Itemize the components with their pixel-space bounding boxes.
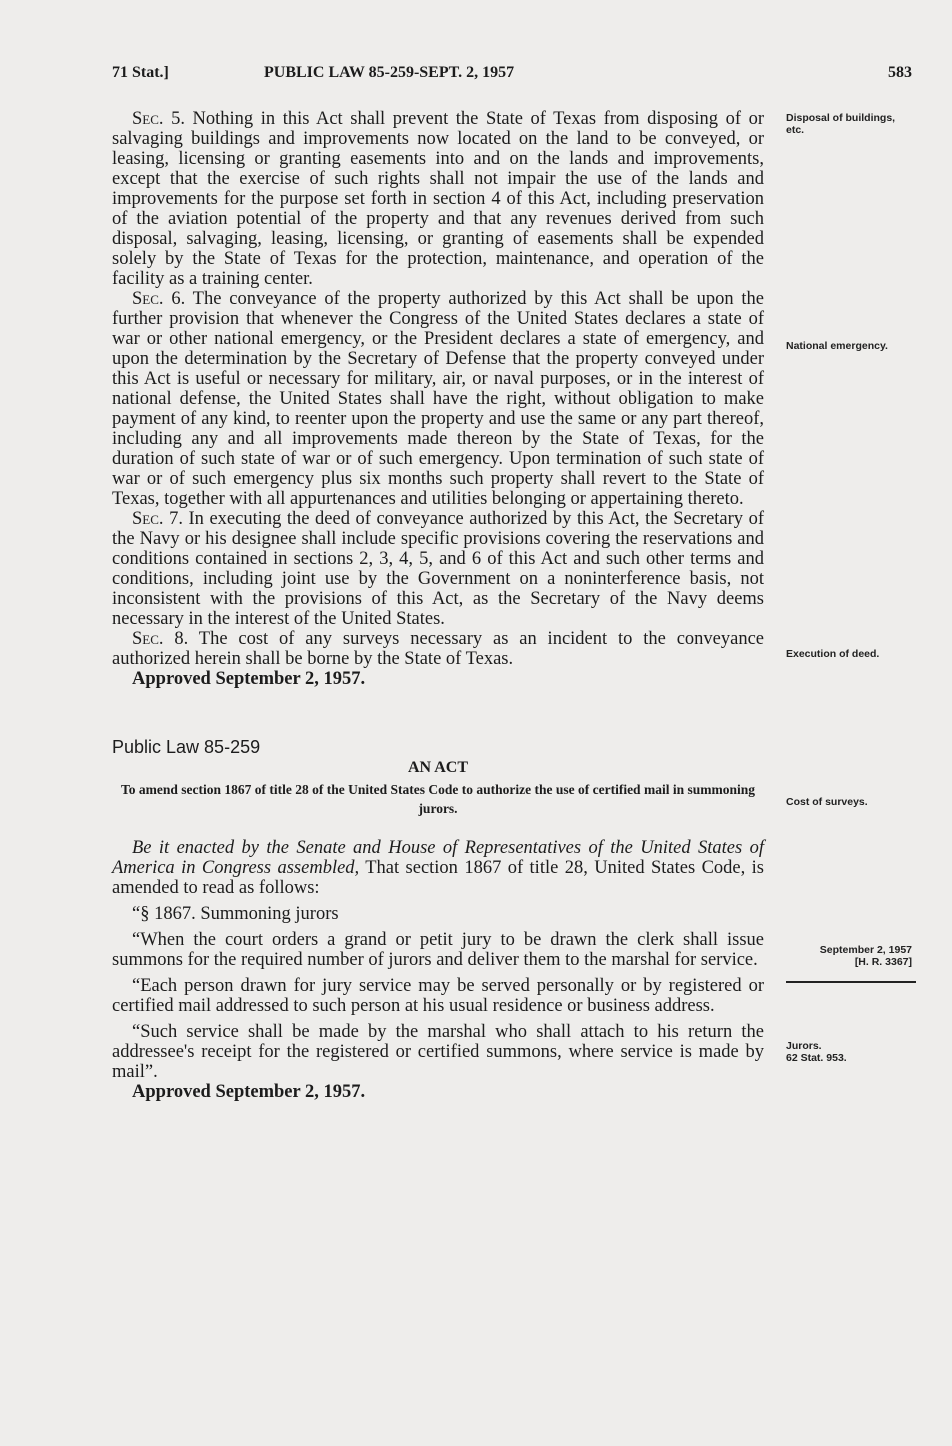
margin-note-jurors [786,1040,916,1064]
section-7 [112,509,764,629]
section-label: Sec. 7. [132,509,183,529]
page-number: 583 [888,64,912,81]
approval-date: September 2, 1957 [819,944,912,956]
quoted-paragraph-1: “When the court orders a grand or petit jury to be drawn the clerk shall issue summons for the required number of jurors and deliver them to the marshal for service. [112,930,764,970]
margin-note-execution-of-deed: Execution of deed. [786,648,880,660]
margin-rule [786,981,916,983]
section-label: Sec. 8. [132,629,189,649]
enacting-clause-italic: Be it enacted by the Senate and House of Representatives of the United States of America in Congress assembled, [112,838,764,878]
quoted-paragraph-2: “Each person drawn for jury service may be served personally or by registered or certified mail addressed to such person at his usual residence or business address. [112,976,764,1016]
running-title: PUBLIC LAW 85-259-SEPT. 2, 1957 [264,64,515,81]
section-6 [112,289,764,509]
statute-volume: 71 Stat.] [112,64,169,81]
section-text: The conveyance of the property authorized by this Act shall be upon the further provision that whenever the Congress of the United States declares a state of war or other national emergency, or the President declares a state of emergency, and upon the determination by the Secretary of Defense that the property conveyed under this Act is useful or necessary for military, air, or naval purposes, or in the interest of national defense, the United States shall have the right, without obligation to make payment of any kind, to reenter upon the property and use the same or any part thereof, including any and all improvements made thereon by the State of Texas, for the duration of such state of war or of such emergency. Upon termination of such state of war or of such emergency plus six months such property shall revert to the State of Texas, together with all appurtenances and utilities belonging or appertaining thereto. [112,289,764,509]
section-text: Nothing in this Act shall prevent the State of Texas from disposing of or salvaging buildings and improvements now located on the land to be conveyed, or leasing, licensing or granting easements into and on the lands and improvements, except that the exercise of such rights shall not impair the use of the lands and improvements for the purpose set forth in section 4 of this Act, including preservation of the aviation potential of the property and that any revenues derived from such disposal, salvaging, leasing, licensing, or granting of easements shall be expended solely by the State of Texas for the protection, maintenance, and operation of the facility as a training center. [112,109,765,289]
act-heading: AN ACT [407,759,468,776]
section-heading: “§ 1867. Summoning jurors [132,904,339,924]
margin-note-date [786,944,912,968]
approval-line: Approved September 2, 1957. [132,669,366,689]
quoted-paragraph-3: “Such service shall be made by the marshal who shall attach to his return the addressee's receipt for the registered or certified summons, where service is made by mail”. [112,1022,764,1082]
jurors-citation: 62 Stat. 953. [786,1052,847,1064]
page-header [112,64,912,88]
bill-number: [H. R. 3367] [854,956,912,968]
margin-note-national-emergency: National emergency. [786,340,888,352]
section-5 [112,109,764,289]
margin-note-disposal: Disposal of buildings, etc. [786,112,896,136]
section-label: Sec. 6. [132,289,186,309]
jurors-label: Jurors. [786,1040,822,1052]
section-label: Sec. 5. [132,109,185,129]
main-text [112,109,764,1102]
section-text: The cost of any surveys necessary as an incident to the conveyance authorized herein shall be borne by the State of Texas. [112,629,764,669]
section-8 [112,629,764,669]
margin-note-cost-of-surveys: Cost of surveys. [786,796,868,808]
enacting-clause-text: That section 1867 of title 28, United States Code, is amended to read as follows: [112,858,764,898]
enacting-clause [112,838,764,898]
public-law-title: Public Law 85-259 [112,737,261,757]
section-text: In executing the deed of conveyance authorized by this Act, the Secretary of the Navy or his designee shall include specific provisions covering the reservations and conditions contained in sections 2, 3, 4, 5, and 6 of this Act and such other terms and conditions, including joint use by the Government on a noninterference basis, not inconsistent with the provisions of this Act, as the Secretary of the Navy deems necessary in the interest of the United States. [112,509,765,629]
approval-line-2: Approved September 2, 1957. [132,1082,366,1102]
act-description: To amend section 1867 of title 28 of the United States Code to authorize the use of certified mail in summoning jurors. [121,782,755,816]
